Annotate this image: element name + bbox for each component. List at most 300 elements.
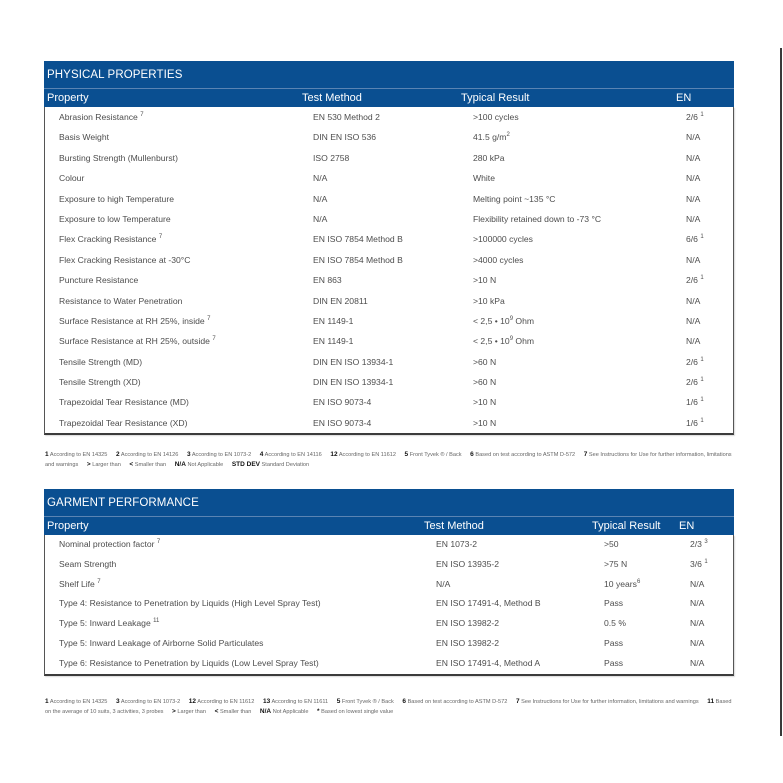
en-cell bbox=[686, 392, 704, 412]
property-cell-text: Trapezoidal Tear Resistance (MD) bbox=[59, 397, 189, 408]
en-cell bbox=[690, 654, 704, 674]
en-cell bbox=[690, 555, 708, 575]
en-cell-text: N/A bbox=[690, 578, 705, 589]
en-cell bbox=[686, 127, 700, 147]
footnote-item bbox=[187, 452, 251, 458]
typical-result-cell bbox=[473, 250, 523, 270]
footnote-mark: > bbox=[86, 461, 91, 468]
en-cell bbox=[686, 189, 700, 209]
typical-result-cell-text: < 2,5 • 10 bbox=[473, 315, 510, 326]
footnote-mark: 7 bbox=[583, 451, 588, 458]
footnote-item bbox=[470, 452, 575, 458]
footnote-ref: 1 bbox=[700, 418, 704, 424]
typical-result-cell bbox=[604, 654, 623, 674]
property-cell bbox=[59, 250, 190, 270]
property-cell-text: Trapezoidal Tear Resistance (XD) bbox=[59, 417, 188, 428]
footnote-item bbox=[330, 452, 396, 458]
en-cell bbox=[686, 413, 704, 433]
test-method-cell bbox=[436, 575, 450, 595]
test-method-cell-text: N/A bbox=[436, 578, 451, 589]
footnote-text: See Instructions for Use for further information, limitations and warnings bbox=[521, 699, 699, 705]
en-cell-text: N/A bbox=[686, 254, 701, 265]
typical-result-cell bbox=[473, 372, 496, 392]
table-row bbox=[45, 634, 733, 654]
en-cell bbox=[690, 614, 704, 634]
property-cell-text: Flex Cracking Resistance bbox=[59, 234, 157, 245]
property-cell bbox=[59, 107, 144, 127]
typical-result-cell-text: >75 N bbox=[604, 558, 628, 569]
typical-result-cell-text: >10 N bbox=[473, 417, 497, 428]
test-method-cell-text: DIN EN 20811 bbox=[313, 295, 368, 306]
test-method-cell bbox=[313, 291, 368, 311]
en-cell bbox=[686, 168, 700, 188]
footnote-text: Larger than bbox=[92, 462, 121, 468]
footnote-ref: 7 bbox=[207, 316, 211, 323]
footnote-text: Larger than bbox=[177, 709, 207, 715]
property-cell bbox=[59, 209, 171, 229]
typical-result-cell-text: 280 kPa bbox=[473, 152, 505, 163]
table-row bbox=[45, 555, 733, 575]
footnote-item bbox=[87, 462, 121, 468]
en-cell bbox=[690, 575, 704, 595]
table-row bbox=[45, 392, 733, 412]
en-cell-text: N/A bbox=[686, 132, 701, 143]
typical-result-cell-text: 10 years bbox=[604, 578, 637, 589]
typical-result-cell bbox=[473, 413, 496, 433]
en-cell bbox=[686, 311, 700, 331]
footnote-item bbox=[45, 452, 107, 458]
test-method-cell-text: EN ISO 13935-2 bbox=[436, 558, 500, 569]
typical-result-cell bbox=[473, 209, 601, 229]
footnote-mark: 7 bbox=[515, 698, 520, 705]
typical-result-cell-text: Melting point ~135 °C bbox=[473, 193, 556, 204]
en-cell-text: N/A bbox=[686, 173, 701, 184]
header-typical-result: Typical Result bbox=[461, 92, 530, 104]
property-cell bbox=[59, 392, 189, 412]
test-method-cell bbox=[313, 168, 327, 188]
property-cell bbox=[59, 270, 138, 290]
property-cell bbox=[59, 575, 101, 595]
header-property: Property bbox=[47, 92, 89, 104]
table-body bbox=[44, 107, 734, 435]
test-method-cell-text: N/A bbox=[313, 193, 328, 204]
footnote-item bbox=[232, 462, 309, 468]
en-cell-text: 3/6 bbox=[690, 558, 702, 569]
test-method-cell bbox=[313, 148, 349, 168]
typical-result-cell bbox=[473, 331, 534, 351]
footnote-text: Based on test according to ASTM D-572 bbox=[475, 452, 576, 458]
unit-text: Ohm bbox=[513, 315, 535, 326]
typical-result-cell bbox=[604, 594, 623, 614]
en-cell bbox=[686, 209, 700, 229]
en-cell bbox=[690, 594, 704, 614]
typical-result-cell bbox=[473, 392, 496, 412]
property-cell bbox=[59, 413, 187, 433]
footnote-mark: 13 bbox=[262, 698, 271, 705]
table-row bbox=[45, 107, 733, 127]
en-cell-text: 2/3 bbox=[690, 539, 702, 549]
test-method-cell bbox=[313, 372, 393, 392]
footnote-text: According to EN 14126 bbox=[120, 452, 179, 458]
footnote-text: Based on the average of 10 suits, 3 activities, 3 probes bbox=[45, 699, 732, 715]
footnote-ref: 7 bbox=[156, 539, 161, 546]
footnote-mark: STD DEV bbox=[231, 461, 260, 468]
typical-result-cell bbox=[473, 229, 533, 249]
property-cell-text: Seam Strength bbox=[59, 558, 117, 569]
footnote-ref: 7 bbox=[140, 112, 144, 119]
test-method-cell-text: N/A bbox=[313, 213, 328, 224]
table-row bbox=[45, 614, 733, 634]
en-cell-text: 2/6 bbox=[686, 275, 698, 286]
property-cell bbox=[59, 229, 162, 249]
property-cell bbox=[59, 654, 319, 674]
typical-result-cell-text: 0.5 % bbox=[604, 618, 626, 629]
en-cell bbox=[686, 229, 704, 249]
typical-result-cell bbox=[473, 107, 519, 127]
property-cell bbox=[59, 372, 141, 392]
footnote-mark: 1 bbox=[45, 451, 49, 458]
footnote-ref: 6 bbox=[636, 578, 641, 585]
footnote-mark: 3 bbox=[115, 698, 120, 705]
test-method-cell-text: DIN EN ISO 13934-1 bbox=[313, 377, 394, 388]
property-cell bbox=[59, 189, 174, 209]
test-method-cell-text: EN 530 Method 2 bbox=[313, 112, 380, 122]
typical-result-cell-text: Pass bbox=[604, 657, 624, 668]
property-cell-text: Type 6: Resistance to Penetration by Liquids (Low Level Spray Test) bbox=[59, 657, 319, 668]
typical-result-cell-text: >100 cycles bbox=[473, 112, 519, 122]
typical-result-cell-text: < 2,5 • 10 bbox=[473, 336, 510, 347]
test-method-cell-text: EN ISO 9073-4 bbox=[313, 397, 372, 408]
footnote-ref: 1 bbox=[700, 377, 704, 384]
typical-result-cell bbox=[473, 189, 556, 209]
footnote-text: Smaller than bbox=[219, 709, 252, 715]
footnote-item bbox=[129, 462, 166, 468]
table-row bbox=[45, 654, 733, 674]
typical-result-cell bbox=[473, 311, 534, 331]
typical-result-cell-text: Pass bbox=[604, 637, 624, 648]
table-body bbox=[44, 535, 734, 676]
property-cell bbox=[59, 555, 116, 575]
en-cell-text: N/A bbox=[690, 657, 705, 668]
typical-result-cell-text: Pass bbox=[604, 598, 624, 609]
physical-properties-table bbox=[44, 61, 734, 435]
test-method-cell-text: EN ISO 17491-4, Method B bbox=[436, 598, 541, 609]
footnote-item bbox=[263, 699, 328, 705]
property-cell bbox=[59, 331, 216, 351]
footnote-item bbox=[337, 699, 394, 705]
footnote-ref: 9 bbox=[509, 316, 514, 323]
table-row bbox=[45, 535, 733, 555]
test-method-cell bbox=[436, 594, 541, 614]
footnote-item bbox=[516, 699, 699, 705]
en-cell-text: 6/6 bbox=[686, 234, 698, 245]
footnote-item bbox=[260, 452, 322, 458]
en-cell bbox=[686, 148, 700, 168]
en-cell bbox=[686, 107, 704, 127]
test-method-cell-text: ISO 2758 bbox=[313, 152, 350, 163]
section-title: PHYSICAL PROPERTIES bbox=[44, 61, 734, 88]
property-cell-text: Surface Resistance at RH 25%, inside bbox=[59, 315, 205, 326]
footnote-text: According to EN 1073-2 bbox=[120, 699, 181, 705]
test-method-cell bbox=[313, 229, 403, 249]
footnote-text: According to EN 11611 bbox=[271, 699, 329, 705]
test-method-cell bbox=[313, 413, 371, 433]
property-cell-text: Bursting Strength (Mullenburst) bbox=[59, 152, 178, 163]
en-cell bbox=[686, 270, 704, 290]
header-property: Property bbox=[47, 520, 89, 532]
footnote-ref: 1 bbox=[700, 356, 704, 363]
table-row bbox=[45, 270, 733, 290]
test-method-cell bbox=[313, 127, 376, 147]
en-cell-text: N/A bbox=[686, 213, 701, 224]
property-cell-text: Nominal protection factor bbox=[59, 539, 155, 549]
property-cell-text: Shelf Life bbox=[59, 578, 95, 589]
typical-result-cell-text: >10 kPa bbox=[473, 295, 505, 306]
footnote-mark: * bbox=[317, 708, 320, 715]
en-cell-text: 2/6 bbox=[686, 112, 698, 122]
en-cell bbox=[686, 250, 700, 270]
header-en: EN bbox=[676, 92, 692, 104]
table-header bbox=[44, 88, 734, 107]
footnote-ref: 1 bbox=[700, 234, 704, 241]
en-cell-text: 2/6 bbox=[686, 356, 698, 367]
footnote-ref: 7 bbox=[212, 336, 216, 343]
property-cell-text: Surface Resistance at RH 25%, outside bbox=[59, 336, 210, 347]
test-method-cell bbox=[436, 555, 499, 575]
property-cell bbox=[59, 127, 109, 147]
test-method-cell bbox=[313, 392, 371, 412]
typical-result-cell-text: >60 N bbox=[473, 356, 497, 367]
typical-result-cell-text: >10 N bbox=[473, 275, 497, 286]
footnote-mark: < bbox=[214, 708, 219, 715]
footnote-mark: N/A bbox=[174, 461, 186, 468]
test-method-cell bbox=[436, 535, 477, 555]
footnote-mark: 5 bbox=[404, 451, 409, 458]
test-method-cell-text: EN ISO 13982-2 bbox=[436, 637, 500, 648]
table-row bbox=[45, 250, 733, 270]
footnote-mark: 3 bbox=[186, 451, 191, 458]
property-cell bbox=[59, 535, 160, 555]
footnote-ref: 2 bbox=[506, 132, 510, 139]
test-method-cell bbox=[436, 634, 499, 654]
footnote-text: Not Applicable bbox=[272, 709, 309, 715]
test-method-cell-text: DIN EN ISO 536 bbox=[313, 132, 377, 143]
test-method-cell-text: EN 863 bbox=[313, 275, 342, 286]
table-row bbox=[45, 311, 733, 331]
table-row bbox=[45, 209, 733, 229]
footnote-mark: 2 bbox=[115, 451, 120, 458]
test-method-cell-text: EN ISO 17491-4, Method A bbox=[436, 657, 541, 668]
property-cell-text: Exposure to high Temperature bbox=[59, 193, 174, 204]
table-row bbox=[45, 168, 733, 188]
footnote-text: Smaller than bbox=[134, 462, 167, 468]
footnote-text: According to EN 11612 bbox=[197, 699, 255, 705]
typical-result-cell bbox=[473, 291, 505, 311]
footnote-item bbox=[45, 699, 107, 705]
table-row bbox=[45, 575, 733, 595]
footnote-text: According to EN 11612 bbox=[338, 452, 396, 458]
property-cell-text: Abrasion Resistance bbox=[59, 112, 138, 122]
table-row bbox=[45, 291, 733, 311]
footnote-item bbox=[189, 699, 255, 705]
typical-result-cell bbox=[604, 535, 619, 555]
typical-result-cell bbox=[604, 634, 623, 654]
en-cell-text: 2/6 bbox=[686, 377, 698, 388]
footnotes bbox=[45, 697, 735, 717]
property-cell bbox=[59, 168, 84, 188]
footnote-text: According to EN 14325 bbox=[49, 699, 108, 705]
property-cell bbox=[59, 148, 178, 168]
footnote-ref: 1 bbox=[700, 112, 704, 119]
footnote-item bbox=[116, 699, 180, 705]
property-cell-text: Tensile Strength (XD) bbox=[59, 377, 141, 388]
test-method-cell-text: N/A bbox=[313, 173, 328, 184]
footnote-mark: > bbox=[172, 708, 176, 715]
footnote-mark: 1 bbox=[45, 698, 49, 705]
footnote-ref: 9 bbox=[509, 336, 514, 343]
typical-result-cell-text: 41.5 g/m bbox=[473, 132, 507, 143]
footnote-mark: 4 bbox=[259, 451, 264, 458]
header-en: EN bbox=[679, 520, 695, 532]
table-header bbox=[44, 516, 734, 535]
footnote-item bbox=[175, 462, 224, 468]
en-cell-text: N/A bbox=[690, 618, 705, 629]
footnote-text: According to EN 14325 bbox=[49, 452, 108, 458]
property-cell-text: Flex Cracking Resistance at -30°C bbox=[59, 254, 191, 265]
en-cell-text: N/A bbox=[690, 598, 705, 609]
test-method-cell bbox=[313, 107, 380, 127]
footnote-mark: 11 bbox=[707, 698, 715, 705]
footnote-mark: 6 bbox=[402, 698, 406, 705]
property-cell bbox=[59, 614, 159, 634]
typical-result-cell-text: >100000 cycles bbox=[473, 234, 533, 245]
property-cell-text: Exposure to low Temperature bbox=[59, 213, 171, 224]
en-cell-text: N/A bbox=[686, 295, 701, 306]
test-method-cell bbox=[313, 189, 327, 209]
header-test-method: Test Method bbox=[302, 92, 362, 104]
typical-result-cell-text: >4000 cycles bbox=[473, 254, 524, 265]
property-cell bbox=[59, 352, 142, 372]
test-method-cell bbox=[436, 614, 499, 634]
footnote-text: Standard Deviation bbox=[261, 462, 310, 468]
property-cell bbox=[59, 311, 210, 331]
en-cell-text: N/A bbox=[686, 152, 701, 163]
typical-result-cell bbox=[604, 614, 626, 634]
footnote-item bbox=[172, 709, 206, 715]
footnote-ref: 1 bbox=[700, 397, 704, 404]
footnote-item bbox=[405, 452, 462, 458]
test-method-cell bbox=[313, 352, 393, 372]
table-row bbox=[45, 127, 733, 147]
en-cell bbox=[686, 352, 704, 372]
footnote-mark: 6 bbox=[470, 451, 474, 458]
test-method-cell-text: EN ISO 7854 Method B bbox=[313, 254, 403, 265]
typical-result-cell bbox=[604, 555, 627, 575]
property-cell-text: Puncture Resistance bbox=[59, 275, 139, 286]
test-method-cell bbox=[313, 270, 342, 290]
typical-result-cell-text: White bbox=[473, 173, 495, 184]
test-method-cell-text: DIN EN ISO 13934-1 bbox=[313, 356, 394, 367]
property-cell-text: Type 5: Inward Leakage bbox=[59, 618, 151, 629]
test-method-cell-text: EN 1149-1 bbox=[313, 336, 354, 347]
garment-performance-table bbox=[44, 489, 734, 676]
footnote-ref: 3 bbox=[704, 539, 708, 546]
en-cell bbox=[686, 291, 700, 311]
table-row bbox=[45, 331, 733, 351]
footnote-mark: 12 bbox=[188, 698, 197, 705]
property-cell-text: Colour bbox=[59, 173, 85, 184]
en-cell bbox=[690, 634, 704, 654]
en-cell-text: N/A bbox=[686, 336, 701, 347]
en-cell bbox=[686, 331, 700, 351]
footnote-item bbox=[116, 452, 178, 458]
footnote-text: According to EN 1073-2 bbox=[191, 452, 252, 458]
typical-result-cell-text: >60 N bbox=[473, 377, 497, 388]
footnote-text: Based on lowest single value bbox=[321, 709, 394, 715]
header-test-method: Test Method bbox=[424, 520, 484, 532]
typical-result-cell-text: >50 bbox=[604, 539, 619, 549]
typical-result-cell bbox=[473, 148, 505, 168]
test-method-cell-text: EN 1073-2 bbox=[436, 539, 478, 549]
typical-result-cell bbox=[473, 270, 496, 290]
table-row bbox=[45, 594, 733, 614]
typical-result-cell-text: Flexibility retained down to -73 °C bbox=[473, 213, 602, 224]
property-cell bbox=[59, 594, 321, 614]
footnote-mark: < bbox=[129, 461, 134, 468]
section-title: GARMENT PERFORMANCE bbox=[44, 489, 734, 516]
table-row bbox=[45, 189, 733, 209]
unit-text: Ohm bbox=[513, 336, 535, 347]
en-cell-text: N/A bbox=[686, 315, 701, 326]
table-row bbox=[45, 352, 733, 372]
table-row bbox=[45, 413, 733, 433]
typical-result-cell bbox=[473, 168, 495, 188]
footnote-text: See Instructions for Use for further information, limitations and warnings bbox=[45, 452, 732, 468]
test-method-cell-text: EN 1149-1 bbox=[313, 315, 354, 326]
footnote-text: According to EN 14116 bbox=[264, 452, 322, 458]
header-typical-result: Typical Result bbox=[592, 520, 661, 532]
footnote-text: Front Tyvek ® / Back bbox=[409, 452, 462, 458]
footnote-item bbox=[317, 709, 393, 715]
footnote-ref: 7 bbox=[97, 578, 101, 585]
en-cell bbox=[690, 535, 708, 555]
property-cell-text: Basis Weight bbox=[59, 132, 109, 143]
test-method-cell-text: EN ISO 13982-2 bbox=[436, 618, 500, 629]
test-method-cell bbox=[313, 250, 403, 270]
footnote-mark: N/A bbox=[259, 708, 272, 715]
property-cell-text: Resistance to Water Penetration bbox=[59, 295, 183, 306]
footnote-mark: 12 bbox=[330, 451, 338, 458]
typical-result-cell bbox=[473, 127, 510, 147]
en-cell bbox=[686, 372, 704, 392]
table-row bbox=[45, 148, 733, 168]
typical-result-cell bbox=[473, 352, 496, 372]
test-method-cell-text: EN ISO 7854 Method B bbox=[313, 234, 403, 245]
property-cell-text: Type 4: Resistance to Penetration by Liquids (High Level Spray Test) bbox=[59, 598, 321, 609]
en-cell-text: 1/6 bbox=[686, 417, 698, 428]
test-method-cell bbox=[313, 331, 353, 351]
test-method-cell bbox=[436, 654, 540, 674]
property-cell-text: Tensile Strength (MD) bbox=[59, 356, 143, 367]
property-cell-text: Type 5: Inward Leakage of Airborne Solid Particulates bbox=[59, 637, 264, 648]
footnote-text: Not Applicable bbox=[187, 462, 224, 468]
test-method-cell bbox=[313, 209, 327, 229]
en-cell-text: N/A bbox=[686, 193, 701, 204]
property-cell bbox=[59, 634, 263, 654]
footnote-mark: 5 bbox=[336, 698, 341, 705]
typical-result-cell-text: >10 N bbox=[473, 397, 497, 408]
footnote-ref: 1 bbox=[704, 558, 708, 565]
